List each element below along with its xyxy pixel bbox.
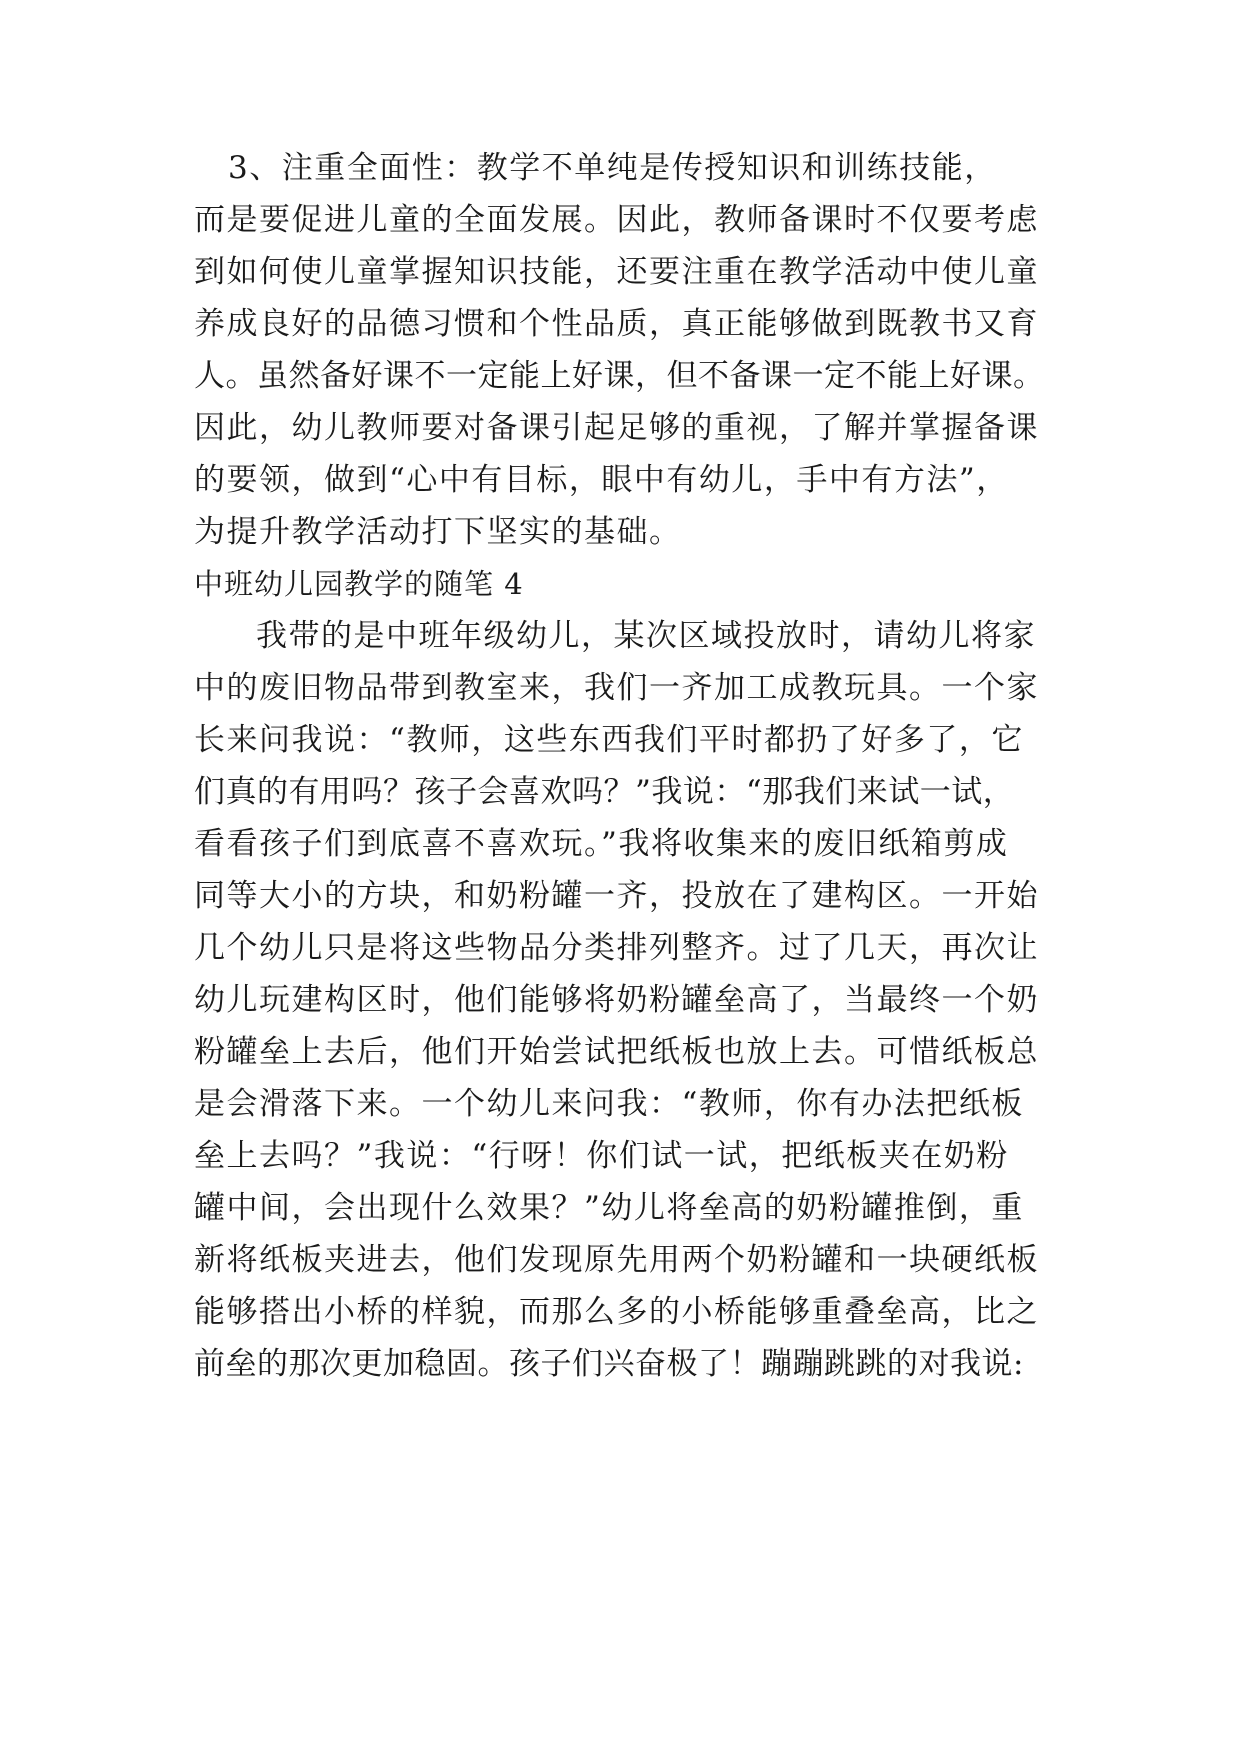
paragraph-line: 中的废旧物品带到教室来，我们一齐加工成教玩具。一个家 <box>194 670 1039 706</box>
paragraph-line: 垒上去吗？”我说：“行呀！你们试一试，把纸板夹在奶粉 <box>194 1138 1009 1174</box>
paragraph-line: 们真的有用吗？孩子会喜欢吗？”我说：“那我们来试一试， <box>194 774 1015 810</box>
paragraph-line: 为提升教学活动打下坚实的基础。 <box>194 514 682 550</box>
paragraph-line: 人。虽然备好课不一定能上好课，但不备课一定不能上好课。 <box>194 358 1045 394</box>
paragraph-line: 养成良好的品德习惯和个性品质，真正能够做到既教书又育 <box>194 306 1039 342</box>
paragraph-line: 罐中间，会出现什么效果？”幼儿将垒高的奶粉罐推倒，重 <box>194 1190 1024 1226</box>
paragraph-line: 几个幼儿只是将这些物品分类排列整齐。过了几天，再次让 <box>194 930 1039 966</box>
paragraph-line: 看看孩子们到底喜不喜欢玩。”我将收集来的废旧纸箱剪成 <box>194 826 1009 862</box>
paragraph-line: 同等大小的方块，和奶粉罐一齐，投放在了建构区。一开始 <box>194 878 1039 914</box>
paragraph-line: 粉罐垒上去后，他们开始尝试把纸板也放上去。可惜纸板总 <box>194 1034 1039 1070</box>
paragraph-line: 前垒的那次更加稳固。孩子们兴奋极了！蹦蹦跳跳的对我说: <box>194 1346 1024 1382</box>
paragraph-line: 新将纸板夹进去，他们发现原先用两个奶粉罐和一块硬纸板 <box>194 1242 1039 1278</box>
paragraph-line: 幼儿玩建构区时，他们能够将奶粉罐垒高了，当最终一个奶 <box>194 982 1039 1018</box>
paragraph-line: 长来问我说：“教师，这些东西我们平时都扔了好多了，它 <box>194 722 1024 758</box>
section-heading: 中班幼儿园教学的随笔 4 <box>194 567 524 601</box>
paragraph-line: 因此，幼儿教师要对备课引起足够的重视，了解并掌握备课 <box>194 410 1039 446</box>
paragraph-line: 我带的是中班年级幼儿，某次区域投放时，请幼儿将家 <box>256 618 1036 654</box>
paragraph-line: 能够搭出小桥的样貌，而那么多的小桥能够重叠垒高，比之 <box>194 1294 1039 1330</box>
paragraph-line: 到如何使儿童掌握知识技能，还要注重在教学活动中使儿童 <box>194 254 1039 290</box>
paragraph-line: 是会滑落下来。一个幼儿来问我：“教师，你有办法把纸板 <box>194 1086 1024 1122</box>
paragraph-line: 3、注重全面性：教学不单纯是传授知识和训练技能， <box>228 150 997 186</box>
paragraph-line: 而是要促进儿童的全面发展。因此，教师备课时不仅要考虑 <box>194 202 1039 238</box>
paragraph-line: 的要领，做到“心中有目标，眼中有幼儿，手中有方法”， <box>194 462 1009 498</box>
